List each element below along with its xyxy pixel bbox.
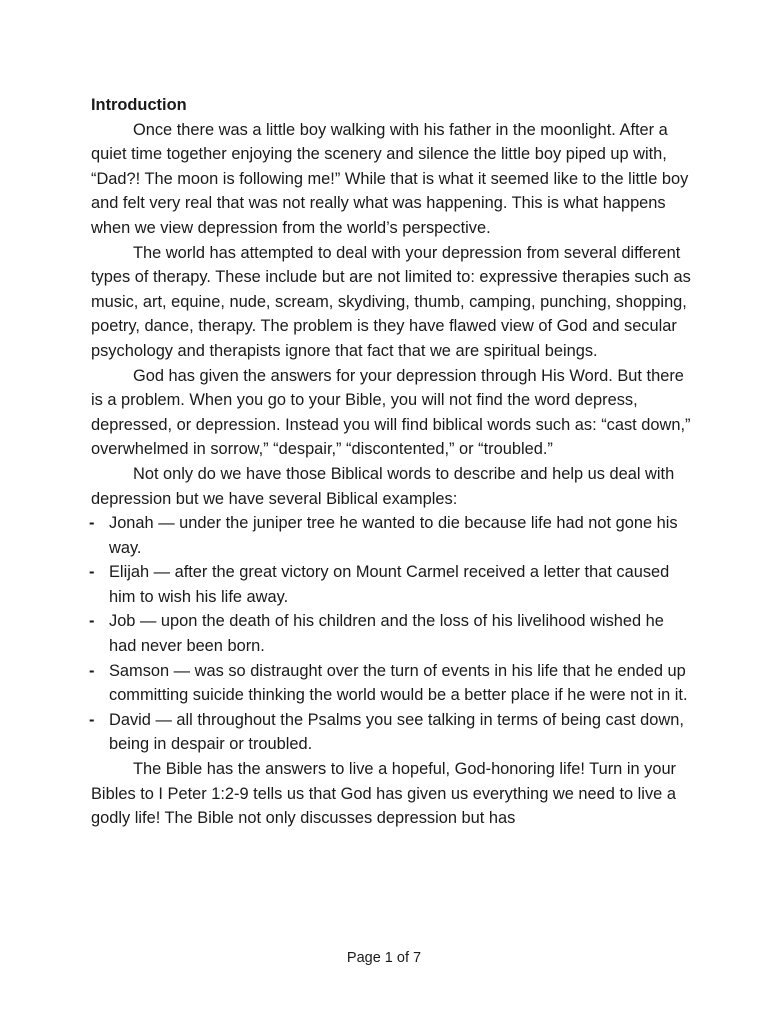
bullet-marker: -	[89, 612, 95, 631]
bullet-marker: -	[89, 661, 95, 680]
section-heading: Introduction	[91, 96, 187, 114]
bullet-marker: -	[89, 710, 95, 729]
list-item	[91, 659, 691, 708]
paragraph-hopeful-life: The Bible has the answers to live a hopeful, God-honoring life! Turn in your Bibles to I Peter 1:2-9 tells us that God has given us everything we need to live a godly life! The Bible not only discusses depression but has	[91, 760, 677, 828]
list-item-text: David — all throughout the Psalms you see talking in terms of being cast down, being in despair or troubled.	[109, 710, 684, 754]
paragraph-world-therapy: The world has attempted to deal with your depression from several different types of therapy. These include but are not limited to: expressive therapies such as music, art, equine, nude, scream, skydiving, thumb, camping, punching, shopping, poetry, dance, therapy. The problem is they have flawed view of God and secular psychology and therapists ignore that fact that we are spiritual beings.	[91, 243, 691, 360]
bullet-marker: -	[89, 563, 95, 582]
list-item-text: Samson — was so distraught over the turn of events in his life that he ended up committing suicide thinking the world would be a better place if he were not in it.	[109, 661, 688, 705]
paragraph-biblical-examples: Not only do we have those Biblical words to describe and help us deal with depression but we have several Biblical examples:	[91, 464, 675, 508]
list-item-text: Jonah — under the juniper tree he wanted to die because life had not gone his way.	[109, 514, 678, 557]
list-item	[91, 511, 691, 560]
list-item	[91, 708, 691, 757]
paragraph-gods-word: God has given the answers for your depression through His Word. But there is a problem. When you go to your Bible, you will not find the word depress, depressed, or depression. Instead you will find biblical words such as: “cast down,” overwhelmed in sorrow,” “despair,” “discontented,” or “troubled.”	[91, 366, 691, 459]
page-number-footer: Page 1 of 7	[346, 950, 422, 966]
list-item-text: Job — upon the death of his children and the loss of his livelihood wished he had never been born.	[109, 612, 664, 656]
list-item-text: Elijah — after the great victory on Mount Carmel received a letter that caused him to wish his life away.	[109, 563, 670, 606]
paragraph-moonlight: Once there was a little boy walking with his father in the moonlight. After a quiet time together enjoying the scenery and silence the little boy piped up with, “Dad?! The moon is following me!” While that is what it seemed like to the little boy and felt very real that was not really what was happening. This is what happens when we view depression from the world’s perspective.	[91, 120, 689, 237]
list-item	[91, 560, 691, 609]
bullet-marker: -	[89, 514, 95, 533]
document-body	[91, 93, 691, 831]
examples-list	[91, 511, 691, 757]
list-item	[91, 609, 691, 658]
